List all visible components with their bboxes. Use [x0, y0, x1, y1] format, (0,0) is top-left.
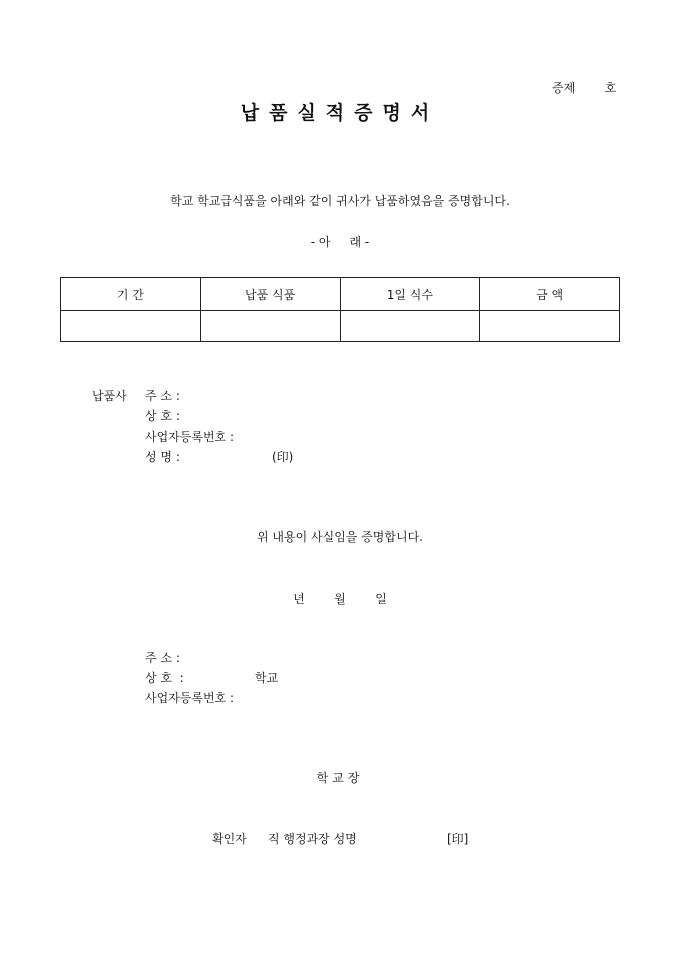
verifier-position: 직 행정과장 성명 — [268, 832, 357, 846]
table-cell-period[interactable] — [61, 311, 201, 342]
supplier-name-label: 성 명 : — [145, 450, 180, 464]
supplier-address-label: 주 소 : — [145, 389, 180, 403]
issuer-school-suffix: 학교 — [255, 671, 279, 685]
column-header-period: 기 간 — [61, 278, 201, 311]
below-label: - 아 래 - — [310, 235, 370, 249]
column-header-food: 납품 식품 — [200, 278, 340, 311]
delivery-table — [60, 277, 620, 342]
confirmation-statement: 위 내용이 사실임을 증명합니다. — [257, 530, 423, 544]
intro-statement: 학교 학교급식품을 아래와 같이 귀사가 납품하였음을 증명합니다. — [170, 194, 510, 208]
document-title: 납품실적증명서 — [240, 102, 440, 124]
certificate-number: 증제 호 — [552, 81, 617, 95]
table-cell-daily-meals[interactable] — [340, 311, 480, 342]
verifier-seal: [印] — [447, 832, 469, 846]
issuer-trade-name-label: 상 호 : — [145, 671, 184, 685]
table-cell-amount[interactable] — [480, 311, 620, 342]
column-header-daily-meals: 1일 식수 — [340, 278, 480, 311]
table-header-row — [61, 278, 620, 311]
supplier-label: 납품사 — [92, 389, 127, 403]
principal-title: 학교장 — [316, 771, 364, 785]
table-cell-food[interactable] — [200, 311, 340, 342]
verifier-label: 확인자 — [212, 832, 247, 846]
issuer-biz-reg-label: 사업자등록번호 : — [145, 691, 235, 705]
issue-date: 년 월 일 — [293, 592, 387, 606]
supplier-trade-name-label: 상 호 : — [145, 409, 180, 423]
table-row — [61, 311, 620, 342]
issuer-address-label: 주 소 : — [145, 651, 180, 665]
column-header-amount: 금 액 — [480, 278, 620, 311]
supplier-seal: (印) — [272, 450, 294, 464]
supplier-biz-reg-label: 사업자등록번호 : — [145, 430, 235, 444]
